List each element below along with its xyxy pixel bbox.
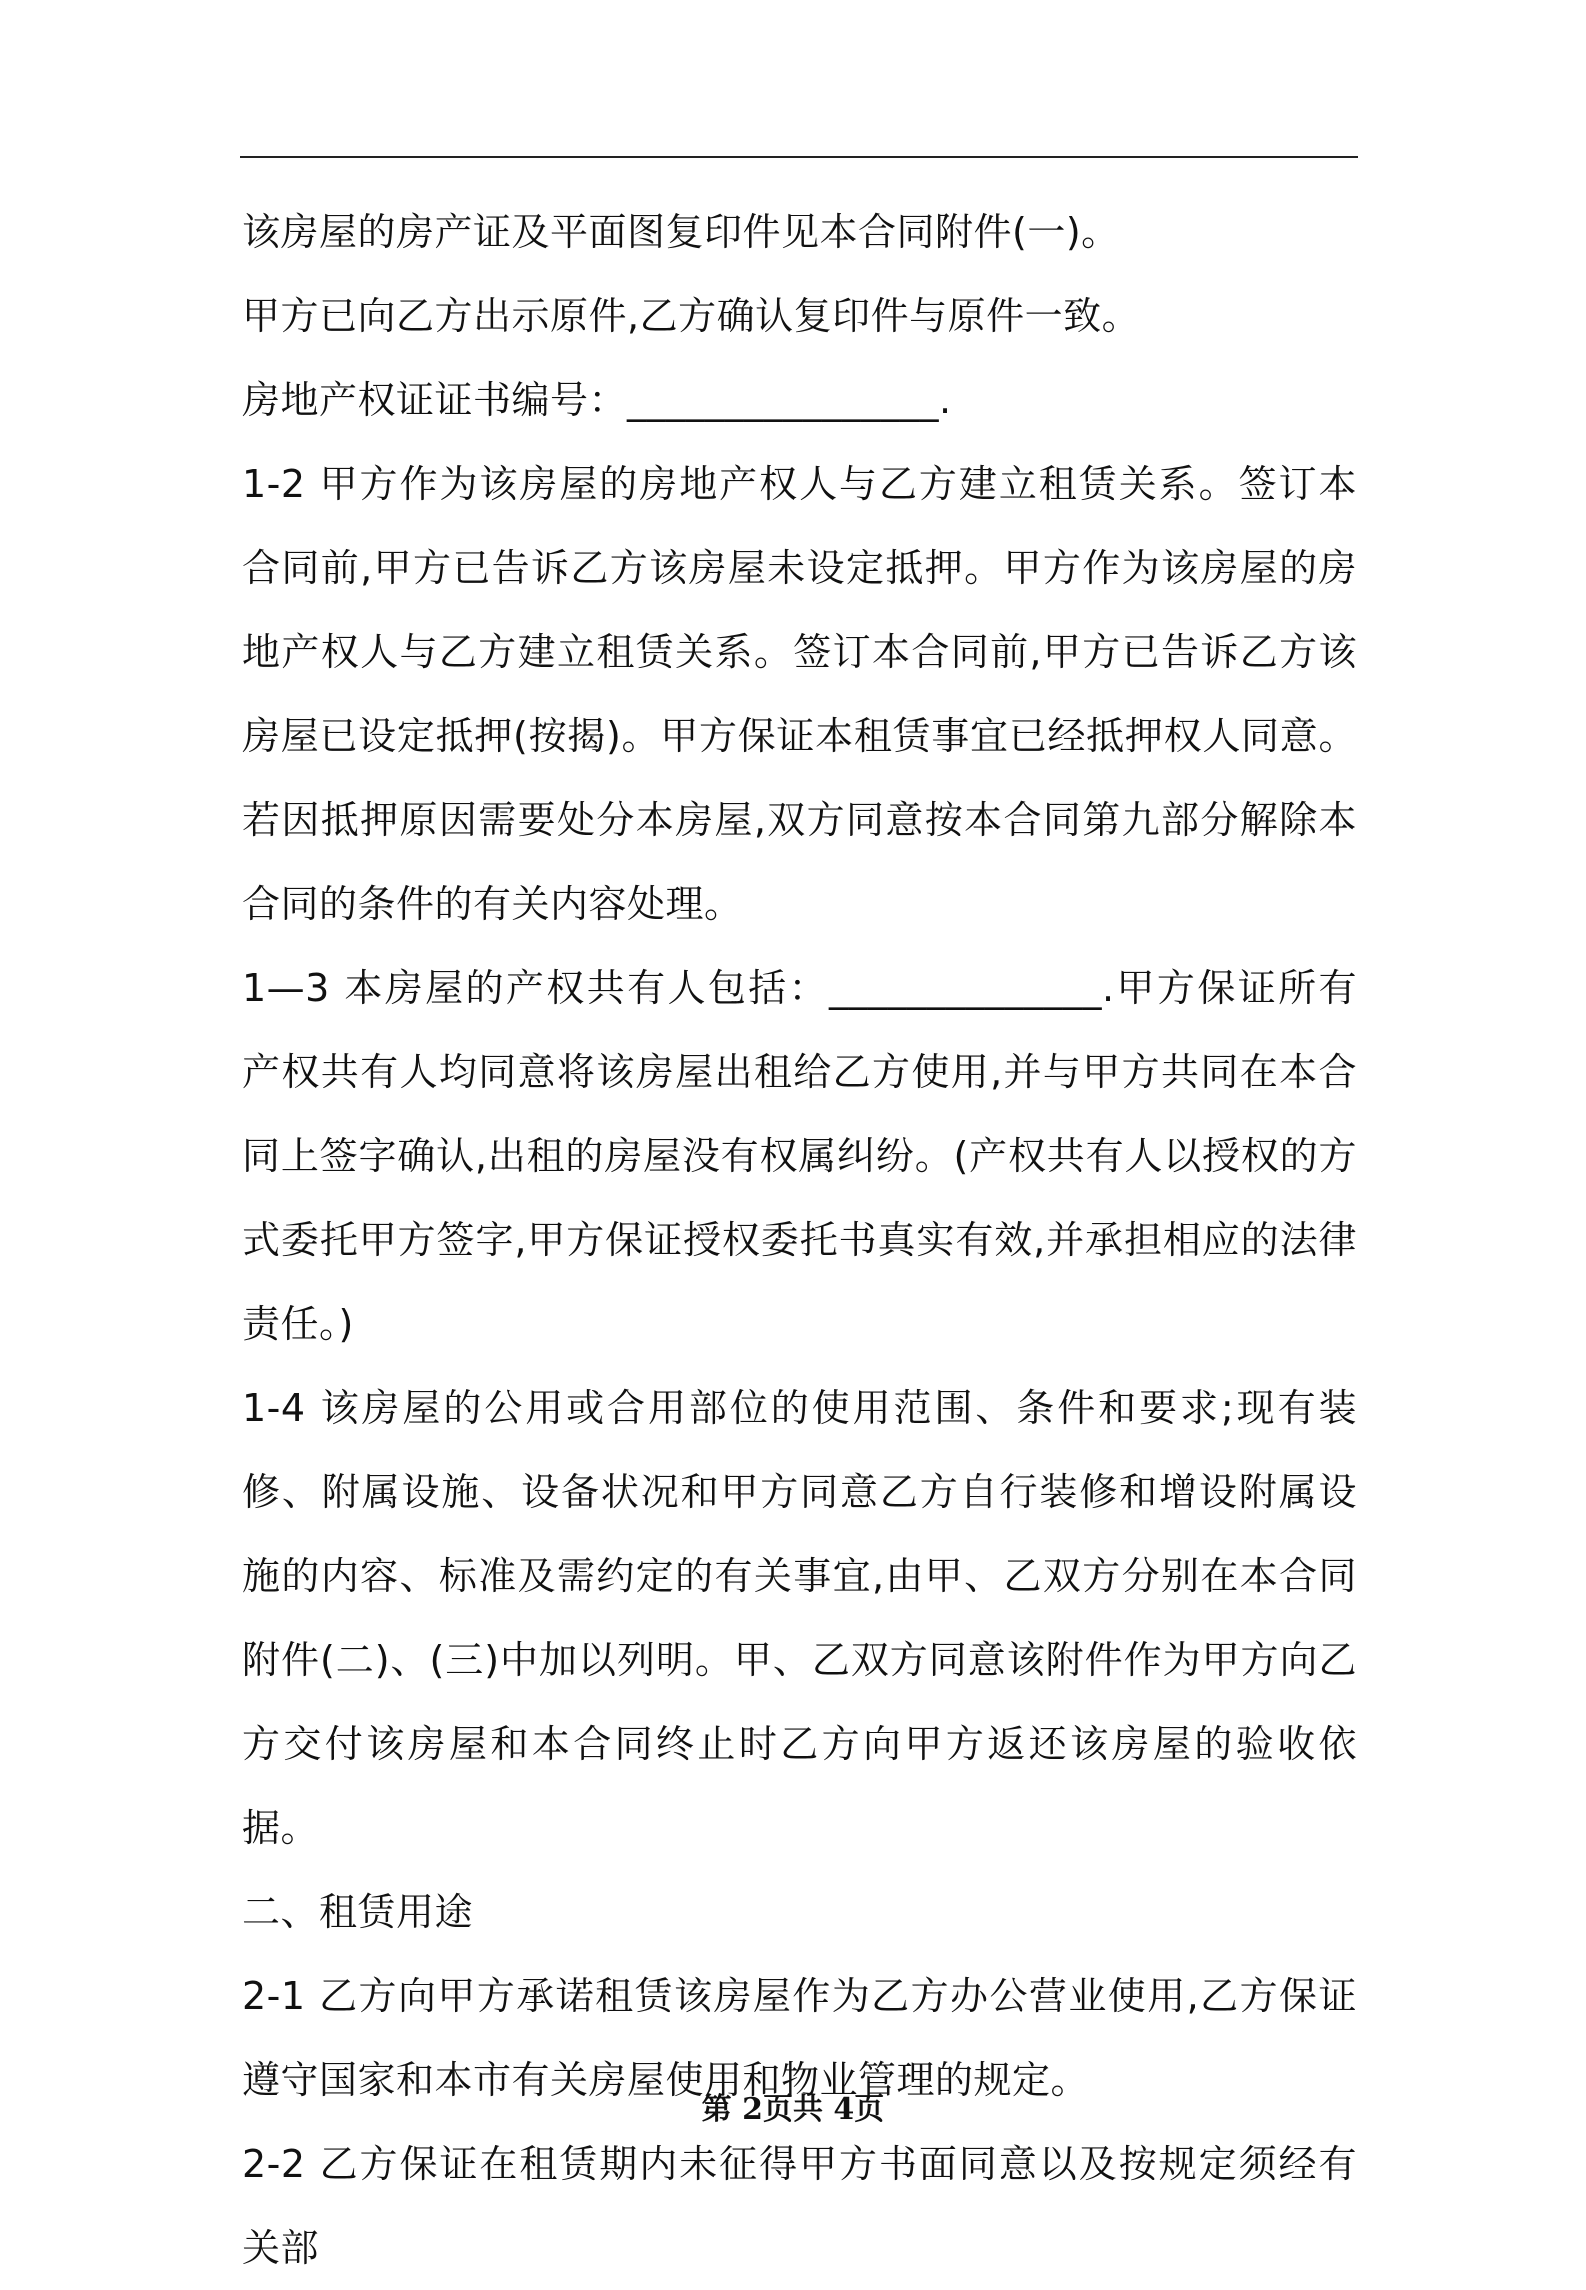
header-divider	[240, 156, 1358, 158]
paragraph-clause-1-2: 1-2 甲方作为该房屋的房地产权人与乙方建立租赁关系。签订本合同前,甲方已告诉乙方该房屋未设定抵押。甲方作为该房屋的房地产权人与乙方建立租赁关系。签订本合同前,甲方已告诉乙方该房屋已设定抵押(按揭)。甲方保证本租赁事宜已经抵押权人同意。若因抵押原因需要处分本房屋,双方同意按本合同第九部分解除本合同的条件的有关内容处理。	[242, 462, 1357, 926]
paragraph-attachment-note: 该房屋的房产证及平面图复印件见本合同附件(一)。	[242, 210, 1120, 254]
section-heading-lease-purpose: 二、租赁用途	[242, 1890, 474, 1934]
page-number: 第 2页共 4页	[701, 2092, 885, 2127]
paragraph-certificate-number: 房地产权证证书编号：________________.	[242, 378, 952, 422]
paragraph-clause-1-3: 1—3 本房屋的产权共有人包括：______________.甲方保证所有产权共有人均同意将该房屋出租给乙方使用,并与甲方共同在本合同上签字确认,出租的房屋没有权属纠纷。(产权共有人以授权的方式委托甲方签字,甲方保证授权委托书真实有效,并承担相应的法律责任。)	[242, 966, 1357, 1346]
paragraph-clause-2-1: 2-1 乙方向甲方承诺租赁该房屋作为乙方办公营业使用,乙方保证遵守国家和本市有关房屋使用和物业管理的规定。	[242, 1974, 1357, 2102]
paragraph-original-shown: 甲方已向乙方出示原件,乙方确认复印件与原件一致。	[242, 294, 1141, 338]
paragraph-clause-1-4: 1-4 该房屋的公用或合用部位的使用范围、条件和要求;现有装修、附属设施、设备状况和甲方同意乙方自行装修和增设附属设施的内容、标准及需约定的有关事宜,由甲、乙双方分别在本合同附件(二)、(三)中加以列明。甲、乙双方同意该附件作为甲方向乙方交付该房屋和本合同终止时乙方向甲方返还该房屋的验收依据。	[242, 1386, 1357, 1850]
paragraph-clause-2-2: 2-2 乙方保证在租赁期内未征得甲方书面同意以及按规定须经有关部	[242, 2142, 1357, 2270]
document-body	[242, 190, 1357, 2290]
